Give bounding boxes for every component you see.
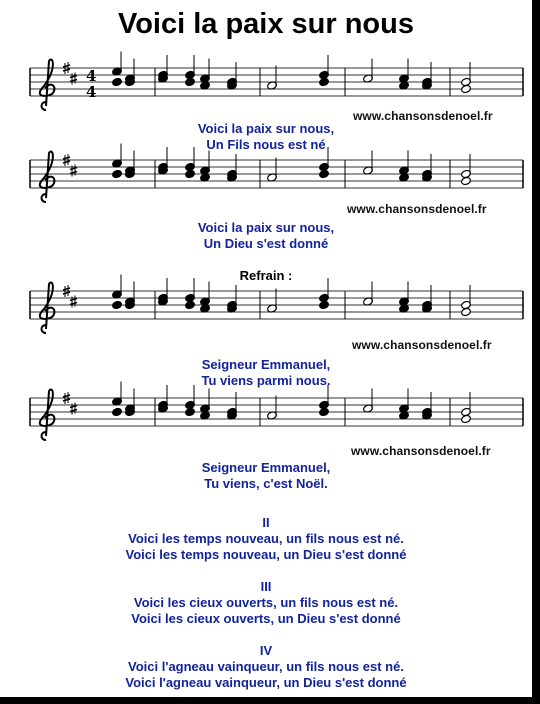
- lyric-line: Voici la paix sur nous,: [197, 220, 335, 235]
- note-head: [422, 392, 433, 420]
- time-signature-top: 4: [86, 67, 97, 85]
- lyric-line: Seigneur Emmanuel,: [201, 460, 331, 475]
- verse-line: Voici l'agneau vainqueur, un Dieu s'est donné: [125, 675, 407, 690]
- watermark-1: www.chansonsdenoel.fr: [353, 109, 493, 123]
- verse-number: II: [262, 515, 270, 530]
- note-head: [158, 147, 169, 175]
- watermark-3: www.chansonsdenoel.fr: [352, 338, 492, 352]
- note-head: [185, 55, 196, 87]
- note-head: [319, 385, 330, 417]
- note-head: [125, 151, 136, 179]
- note-head: [422, 154, 433, 182]
- sharp-icon: [70, 165, 77, 177]
- verse-line: Voici les cieux ouverts, un Dieu s'est donné: [131, 611, 401, 626]
- music-staff-3: [0, 283, 532, 343]
- note-head: [461, 285, 472, 317]
- note-head: [267, 396, 278, 421]
- watermark-4: www.chansonsdenoel.fr: [351, 444, 491, 458]
- treble-clef-icon: [40, 390, 55, 440]
- verse-number: IV: [259, 643, 273, 658]
- note-head: [125, 282, 136, 310]
- note-head: [422, 285, 433, 313]
- note-head: [125, 59, 136, 87]
- note-head: [185, 147, 196, 179]
- note-head: [422, 62, 433, 90]
- note-head: [185, 385, 196, 417]
- treble-clef-icon: [40, 152, 55, 202]
- note-head: [363, 151, 374, 176]
- sharp-icon: [70, 403, 77, 415]
- note-head: [112, 52, 123, 87]
- note-head: [461, 154, 472, 186]
- note-head: [399, 151, 410, 183]
- verse-line: Voici les temps nouveau, un Dieu s'est donné: [125, 547, 407, 562]
- note-head: [227, 392, 238, 420]
- note-head: [158, 278, 169, 306]
- refrain-label: Refrain :: [239, 268, 293, 283]
- treble-clef-icon: [40, 60, 55, 110]
- note-head: [185, 278, 196, 310]
- note-head: [200, 282, 211, 314]
- sharp-icon: [70, 73, 77, 85]
- verse-line: Voici les temps nouveau, un fils nous est né.: [128, 531, 404, 546]
- lyric-line: Un Fils nous est né: [206, 137, 326, 152]
- lyric-line: Tu viens parmi nous.: [201, 373, 331, 388]
- note-head: [363, 389, 374, 414]
- note-head: [158, 55, 169, 83]
- music-staff-4: [0, 390, 532, 450]
- verse-line: Voici l'agneau vainqueur, un fils nous est né.: [128, 659, 404, 674]
- note-head: [461, 392, 472, 424]
- note-head: [200, 151, 211, 183]
- note-head: [267, 158, 278, 183]
- note-head: [200, 389, 211, 421]
- lyric-line: Un Dieu s'est donné: [203, 236, 329, 251]
- note-head: [319, 147, 330, 179]
- note-head: [461, 62, 472, 94]
- note-head: [319, 278, 330, 310]
- note-head: [267, 289, 278, 314]
- note-head: [363, 282, 374, 307]
- note-head: [399, 59, 410, 91]
- note-head: [125, 389, 136, 417]
- note-head: [227, 154, 238, 182]
- lyric-line: Tu viens, c'est Noël.: [204, 476, 328, 491]
- note-head: [319, 55, 330, 87]
- note-head: [227, 62, 238, 90]
- note-head: [399, 389, 410, 421]
- song-title: Voici la paix sur nous: [118, 8, 414, 40]
- note-head: [363, 59, 374, 84]
- note-head: [399, 282, 410, 314]
- treble-clef-icon: [40, 283, 55, 333]
- note-head: [227, 285, 238, 313]
- lyric-line: Voici la paix sur nous,: [197, 121, 335, 136]
- verse-line: Voici les cieux ouverts, un fils nous est né.: [133, 595, 399, 610]
- watermark-2: www.chansonsdenoel.fr: [347, 202, 487, 216]
- note-head: [158, 385, 169, 413]
- time-signature-bottom: 4: [86, 83, 97, 101]
- note-head: [200, 59, 211, 91]
- sharp-icon: [70, 296, 77, 308]
- note-head: [267, 66, 278, 91]
- verse-number: III: [260, 579, 272, 594]
- lyric-line: Seigneur Emmanuel,: [201, 357, 331, 372]
